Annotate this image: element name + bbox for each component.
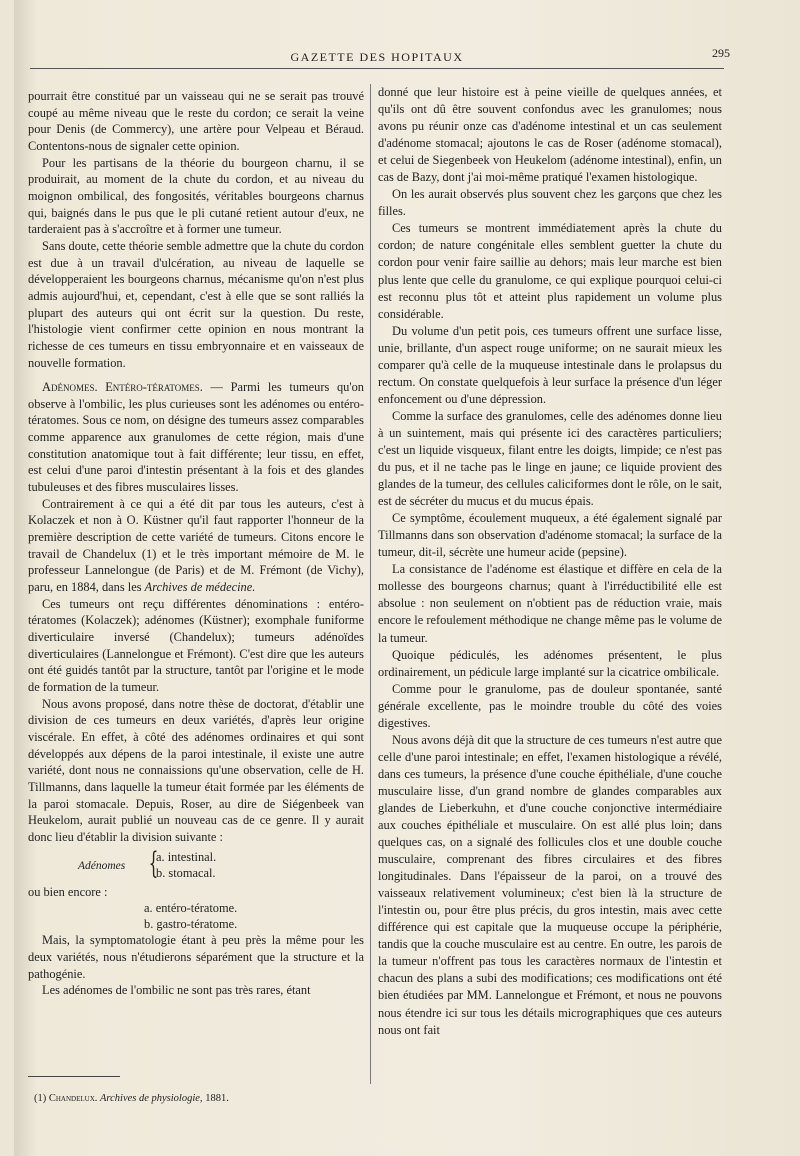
paragraph: La consistance de l'adénome est élastique et diffère en cela de la mollesse des bourgeons charnus; quant à l'irréductibilité elle est absolue : non seulement on n'obtient pas de réduction vraie, mais encore le refoulement méthodique ne change même pas le volume de la tumeur. [378, 562, 722, 645]
footnote-rule [28, 1076, 120, 1077]
paragraph: donné que leur histoire est à peine vieille de quelques années, et qu'ils ont dû être souvent confondus avec les granulomes; nous avons pu réunir onze cas d'adénome intestinal et un cas seulement d'adénome stomacal; ajoutons le cas de Roser (adénome stomacal), et celui de Siegenbeek von Heukelom (adénome intestinal), enfin, un cas de Bazy, dont j'ai moi-même pratiqué l'examen histologique. [378, 85, 722, 185]
footnote-year: 1881. [205, 1093, 229, 1104]
paragraph: Ces tumeurs se montrent immédiatement après la chute du cordon; de nature congénitale elles semblent guetter la chute du cordon pour venir faire saillie au dehors; mais leur marche est bien plus lente que celle du granulome, ce qui explique pourquoi celui-ci est reconnu plus tôt et atteint plus rapidement un volume plus considérable. [378, 221, 722, 321]
paragraph: Du volume d'un petit pois, ces tumeurs offrent une surface lisse, unie, brillante, d'un aspect rouge uniforme; on ne saurait mieux les comparer qu'à celle de la muqueuse intestinale dans le prolapsus du rectum. On constate quelquefois à leur surface la présence d'un léger enfoncement ou d'une dépression. [378, 323, 722, 406]
paragraph: Comme pour le granulome, pas de douleur spontanée, santé générale excellente, pas le moindre trouble du côté des voies digestives. [378, 681, 722, 730]
sub-option: b. gastro-tératome. [144, 917, 238, 932]
paragraph: Nous avons déjà dit que la structure de ces tumeurs n'est autre que celle d'une paroi intestinale; en effet, l'examen histologique a révélé, dans ces tumeurs, la présence d'une couche épithéliale, d'une couche musculaire lisse, d'un grand nombre de glandes comparables aux glandes de Lieberkuhn, et d'une couche conjonctive intermédiaire aux couches épithéliale et musculaire. On est allé plus loin; dans quelques cas, on a signalé des follicules clos et une double couche musculaire, comprenant des fibres circulaires et des fibres longitudinales. Dans l'épaisseur de la paroi, on a trouvé des vaisseaux relativement volumineux; c'est bien là la structure de l'intestin ou, pour être plus précis, du gros intestin, mais avec cette différence qui est capitale que la muqueuse occupe la périphérie, tandis que la couche musculaire est au centre. En outre, les parois de la tumeur n'offrent pas tous les caractères normaux de l'intestin et chacun des plans a subi des modifications; ces modifications ont été bien étudiées par MM. Lannelongue et Frémont, et nous ne pouvons nous étendre ici sur tous les détails micrographiques que ces auteurs nous ont fait [378, 732, 722, 1037]
column-separator [370, 84, 371, 1084]
paragraph: Comme la surface des granulomes, celle des adénomes donne lieu à un suintement, mais qui présente ici des caractères particuliers; c'est un liquide visqueux, filant entre les doigts, limpide; ce n'est pas du pus, et il ne tache pas le linge en jaune; ce liquide provient des glandes de la tumeur, des cellules caliciformes dont le rôle, on le sait, est de sécréter du mucus et du mucus épais. [378, 408, 722, 509]
paragraph: pourrait être constitué par un vaisseau qui ne se serait pas trouvé coupé au même niveau que le reste du cordon; ce serait la veine pour Denis (de Commercy), une artère pour Velpeau et Béraud. Contentons-nous de signaler cette opinion. [28, 89, 364, 153]
section-heading: Adénomes. Entéro-tératomes. [42, 380, 203, 395]
classification-option: a. intestinal. [156, 849, 217, 864]
newspaper-page [14, 0, 800, 1156]
paragraph: Ces tumeurs ont reçu différentes dénominations : entéro-tératomes (Kolaczek); adénomes (Küstner); exomphale funiforme diverticulaire inversé (Chandelux); tumeurs adénoïdes diverticulaires (Lannelongue et Frémont). C'est dire que les auteurs ont été guidés tantôt par la structure, tantôt par l'origine et le mode de formation de la tumeur. [28, 596, 364, 694]
journal-reference: Archives de médecine. [144, 580, 256, 595]
footnote-author: Chandelux. [48, 1093, 98, 1104]
paragraph: Les adénomes de l'ombilic ne sont pas très rares, étant [42, 983, 311, 998]
paragraph [28, 496, 364, 596]
classification-label: Adénomes [78, 859, 126, 872]
paragraph: Nous avons proposé, dans notre thèse de doctorat, d'établir une division de ces tumeurs en deux variétés, d'après leur origine viscérale. En effet, à côté des adénomes ordinaires et qui sont développés aux dépens de la paroi intestinale, il existe une autre variété, dont nous ne connaissions qu'une observation, celle de H. Tillmanns, dans laquelle la tumeur était formée par les éléments de la paroi stomacale. Depuis, Roser, au dire de Siégenbeek van Heukelom, aurait publié un nouveau cas de ce genre. Il y aurait donc lieu d'établir la division suivante : [28, 696, 364, 844]
page-number: 295 [712, 46, 730, 60]
paragraph: Pour les partisans de la théorie du bourgeon charnu, il se produirait, au moment de la chute du cordon, et au niveau du moignon ombilical, des fongosités, véritables bourgeons charnus qui, baignés dans le pus que le pli cutané retient autour d'eux, ne tarderaient pas à s'accroître et à former une tumeur. [28, 155, 364, 237]
classification-options [156, 849, 216, 881]
brace-symbol: { [148, 845, 159, 881]
footnote-marker: (1) [34, 1093, 47, 1104]
sub-classification [28, 900, 364, 932]
paragraph-text: Contrairement à ce qui a été dit par tous les auteurs, c'est à Kolaczek et non à O. Küstner qu'il faut rapporter l'honneur de la première description de cette variété de tumeurs. Citons encore le travail de Chandelux (1) et le très important mémoire de M. le professeur Lannelongue (de Paris) et de M. Frémont (de Vichy), paru, en 1884, dans les [28, 496, 364, 595]
classification-option: b. stomacal. [156, 865, 216, 880]
footnote [34, 1093, 229, 1104]
paragraph: Mais, la symptomatologie étant à peu près la même pour les deux variétés, nous n'étudierons séparément que la structure et la pathogénie. [28, 933, 364, 981]
paragraph: Ce symptôme, écoulement muqueux, a été également signalé par Tillmanns dans son observation d'adénome stomacal; la surface de la tumeur, dit-il, sécrète une humeur acide (pepsine). [378, 511, 722, 560]
classification-block [28, 845, 364, 884]
footnote-title: Archives de physiologie, [100, 1093, 203, 1104]
left-column [28, 88, 364, 999]
right-column [378, 84, 722, 1039]
journal-title: GAZETTE DES HOPITAUX [290, 50, 464, 64]
paragraph: On les aurait observés plus souvent chez les garçons que chez les filles. [378, 187, 722, 219]
paragraph: Quoique pédiculés, les adénomes présentent, le plus ordinairement, un pédicule large implanté sur la cicatrice ombilicale. [378, 647, 722, 679]
paragraph: ou bien encore : [28, 884, 108, 899]
paragraph: Sans doute, cette théorie semble admettre que la chute du cordon est due à un travail d'ulcération, au niveau de laquelle se développeraient les bourgeons charnus, mécanisme qu'on n'est plus admis aujourd'hui, et, cependant, c'est à elle que se sont ralliés la plupart des auteurs qui ont écrit sur la question. Du reste, l'histologie vient confirmer cette opinion en nous montrant la richesse de ces tumeurs en tissu embryonnaire et en vaisseaux de nouvelle formation. [28, 238, 364, 370]
page-header [30, 46, 730, 69]
paragraph-text: — Parmi les tumeurs qu'on observe à l'ombilic, les plus curieuses sont les adénomes ou entéro-tératomes. Sous ce nom, on désigne des tumeurs assez comparables comme apparence aux granulomes de cette région, mais d'une constitution anatomique tout à fait différente; leur tissu, en effet, est celui d'une paroi d'intestin présentant à la fois et des glandes tubuleuses et des fibres musculaires lisses. [28, 380, 364, 495]
sub-option: a. entéro-tératome. [144, 901, 238, 916]
section-paragraph [28, 379, 364, 496]
